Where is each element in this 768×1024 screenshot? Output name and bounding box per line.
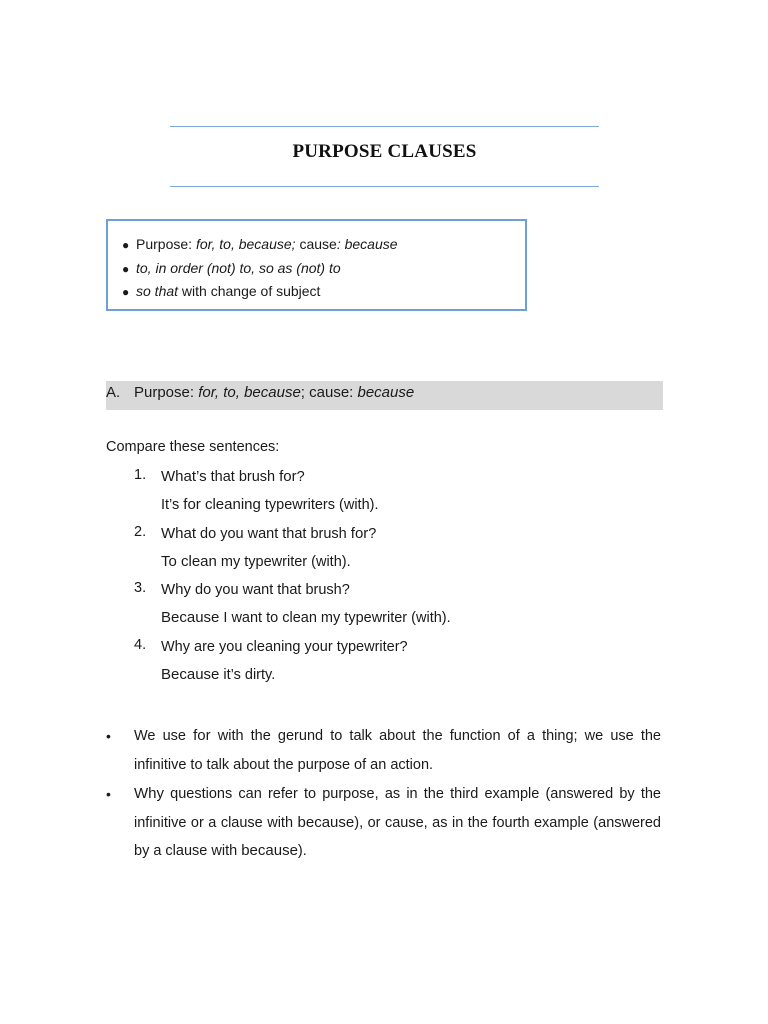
summary-italic: so that [136,283,179,299]
page-title: PURPOSE CLAUSES [292,141,477,162]
keyword: for [279,468,297,485]
keyword: Why [161,581,191,599]
text: it’s dirty. [219,667,276,684]
title-rule-bottom [170,186,599,187]
text: questions can refer to purpose, as in the third example (answered by the infinitive or a clause with [134,786,661,831]
summary-italic: : because [336,236,398,252]
example-question [134,467,451,495]
bullet-icon: • [106,728,111,744]
notes-list [106,722,661,866]
text: ), or cause, as in the fourth example (answered by a clause with [134,814,661,859]
text: ? [368,525,377,542]
summary-box [106,219,527,311]
text: ). [297,843,307,859]
example-item [134,637,451,694]
text: It’s [161,497,184,514]
note-item [106,780,661,866]
bullet-icon: ● [122,261,130,276]
example-question [134,637,451,665]
keyword: because [297,813,355,831]
text: with the gerund to talk about the function of a thing; we use the infinitive to talk about the purpose of an action. [134,728,661,773]
example-list [134,467,451,693]
keyword: What’s [161,468,207,485]
example-answer [134,495,451,523]
example-item [134,467,451,524]
example-answer [134,608,451,636]
keyword: Because [161,666,220,684]
example-item [134,580,451,637]
bullet-icon: ● [122,285,130,299]
keyword: Because [161,609,220,627]
summary-text: with change of subject [178,283,321,299]
keyword: for cleaning [183,496,261,514]
text: that brush [206,469,280,485]
section-label-italic: because [357,384,415,401]
summary-text: Purpose: [136,236,196,252]
text: Why are you cleaning your typewriter? [161,638,408,655]
note-item [106,722,661,779]
example-number: 2. [134,523,147,540]
summary-item [122,233,398,257]
text: typewriters (with). [260,497,379,514]
section-label-italic: for, to, because [198,384,301,401]
text: my typewriter (with). [216,553,351,570]
summary-list [122,233,398,304]
section-label: ; cause: [300,384,358,401]
example-answer [134,552,451,580]
keyword: Why [134,785,164,802]
bullet-icon: • [106,786,111,802]
title-rule-top [170,126,599,127]
keyword: What [161,524,197,542]
summary-text: cause [295,236,337,252]
keyword: for [193,727,211,744]
keyword: To clean [161,552,217,570]
summary-item [122,280,398,304]
section-heading-a [106,381,663,410]
section-letter: A. [106,384,121,401]
example-number: 4. [134,636,147,653]
text: do you want that brush [196,525,351,542]
text: We use [134,728,194,744]
example-number: 3. [134,580,147,597]
text: do you want that brush? [191,582,350,599]
text: ? [296,469,305,485]
bullet-icon: ● [122,238,130,252]
summary-italic: to, in order (not) to, so as (not) to [136,259,341,276]
section-label: Purpose: [134,384,199,401]
intro-text: Compare these sentences: [106,439,280,455]
example-question [134,524,451,552]
example-item [134,524,451,581]
summary-italic: for, to, because; [195,236,296,252]
keyword: for [350,524,369,542]
summary-item [122,257,398,281]
keyword: because [241,842,298,859]
text: I want to clean my typewriter (with). [219,610,451,627]
example-number: 1. [134,467,147,483]
example-answer [134,665,451,693]
example-question [134,580,451,608]
